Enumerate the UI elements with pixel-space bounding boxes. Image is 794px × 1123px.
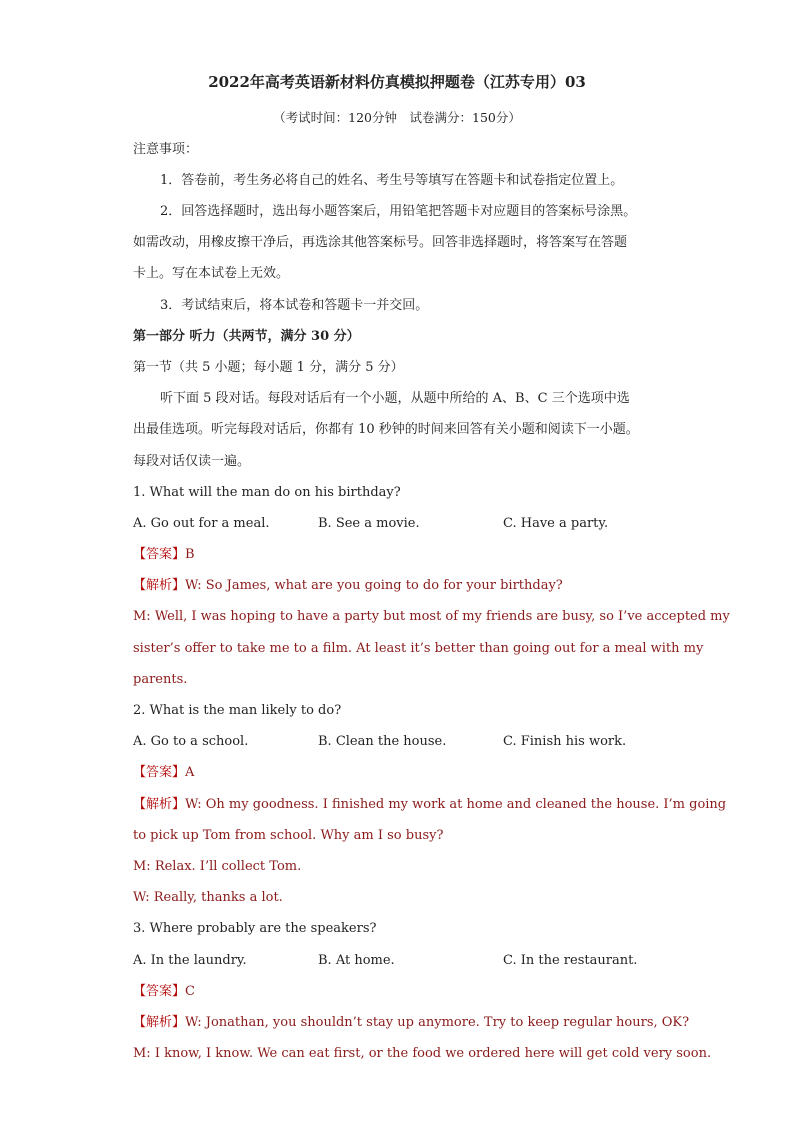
question-3-option-a: A. In the laundry. — [133, 953, 247, 968]
question-3-answer — [133, 983, 662, 1001]
question-2-option-c: C. Finish his work. — [503, 734, 627, 749]
question-1-option-a: A. Go out for a meal. — [133, 516, 270, 531]
question-2-option-b: B. Clean the house. — [318, 734, 447, 749]
section1-heading: 第一节（共 5 小题；每小题 1 分，满分 5 分） — [133, 360, 404, 375]
answer-value: B — [185, 547, 195, 562]
analysis-line: W: So James, what are you going to do for your birthday? — [185, 578, 563, 593]
question-3-option-b: B. At home. — [318, 953, 395, 968]
analysis-line: sister’s offer to take me to a film. At least it’s better than going out for a meal with my — [133, 641, 704, 656]
question-2-stem: 2. What is the man likely to do? — [133, 703, 342, 718]
answer-tag: 【答案】 — [133, 984, 186, 999]
question-2-answer — [133, 764, 662, 782]
analysis-tag: 【解析】 — [133, 578, 186, 593]
exam-info: （考试时间：120分钟 试卷满分：150分） — [273, 110, 521, 125]
question-1-analysis — [133, 577, 662, 595]
notice-item-3: 3．考试结束后，将本试卷和答题卡一并交回。 — [160, 298, 429, 313]
notice-item-1: 1．答卷前，考生务必将自己的姓名、考生号等填写在答题卡和试卷指定位置上。 — [160, 173, 624, 188]
part1-heading: 第一部分 听力（共两节，满分 30 分） — [133, 329, 360, 344]
answer-value: C — [185, 984, 195, 999]
question-2-analysis — [133, 796, 727, 814]
question-3-analysis — [133, 1014, 690, 1032]
notice-heading: 注意事项： — [133, 142, 199, 157]
answer-value: A — [185, 765, 195, 780]
analysis-line: parents. — [133, 672, 188, 687]
analysis-tag: 【解析】 — [133, 797, 186, 812]
question-1-option-c: C. Have a party. — [503, 516, 609, 531]
instructions-line-2: 出最佳选项。听完每段对话后，你都有 10 秒钟的时间来回答有关小题和阅读下一小题。 — [133, 422, 639, 437]
analysis-tag: 【解析】 — [133, 1015, 186, 1030]
question-2-option-a: A. Go to a school. — [133, 734, 249, 749]
instructions-line-3: 每段对话仅读一遍。 — [133, 454, 251, 469]
page-title: 2022年高考英语新材料仿真模拟押题卷（江苏专用）03 — [208, 73, 586, 91]
analysis-line: to pick up Tom from school. Why am I so busy? — [133, 828, 444, 843]
question-1-stem: 1. What will the man do on his birthday? — [133, 485, 401, 500]
question-1-answer — [133, 546, 662, 564]
notice-item-2: 2．回答选择题时，选出每小题答案后，用铅笔把答题卡对应题目的答案标号涂黑。 — [160, 204, 637, 219]
analysis-line: W: Really, thanks a lot. — [133, 890, 283, 905]
analysis-line: W: Oh my goodness. I finished my work at home and cleaned the house. I’m going — [185, 797, 727, 812]
question-1-option-b: B. See a movie. — [318, 516, 420, 531]
notice-item-2-end: 卡上。写在本试卷上无效。 — [133, 266, 290, 281]
instructions-line-1: 听下面 5 段对话。每段对话后有一个小题，从题中所给的 A、B、C 三个选项中选 — [160, 391, 630, 406]
question-3-option-c: C. In the restaurant. — [503, 953, 638, 968]
analysis-line: W: Jonathan, you shouldn’t stay up anymore. Try to keep regular hours, OK? — [185, 1015, 690, 1030]
answer-tag: 【答案】 — [133, 547, 186, 562]
analysis-line: M: Relax. I’ll collect Tom. — [133, 859, 302, 874]
question-3-stem: 3. Where probably are the speakers? — [133, 921, 377, 936]
analysis-line: M: Well, I was hoping to have a party but most of my friends are busy, so I’ve accepted my — [133, 609, 730, 624]
analysis-line: M: I know, I know. We can eat first, or the food we ordered here will get cold very soon. — [133, 1046, 712, 1061]
notice-item-2-cont: 如需改动，用橡皮擦干净后，再选涂其他答案标号。回答非选择题时，将答案写在答题 — [133, 235, 628, 250]
answer-tag: 【答案】 — [133, 765, 186, 780]
